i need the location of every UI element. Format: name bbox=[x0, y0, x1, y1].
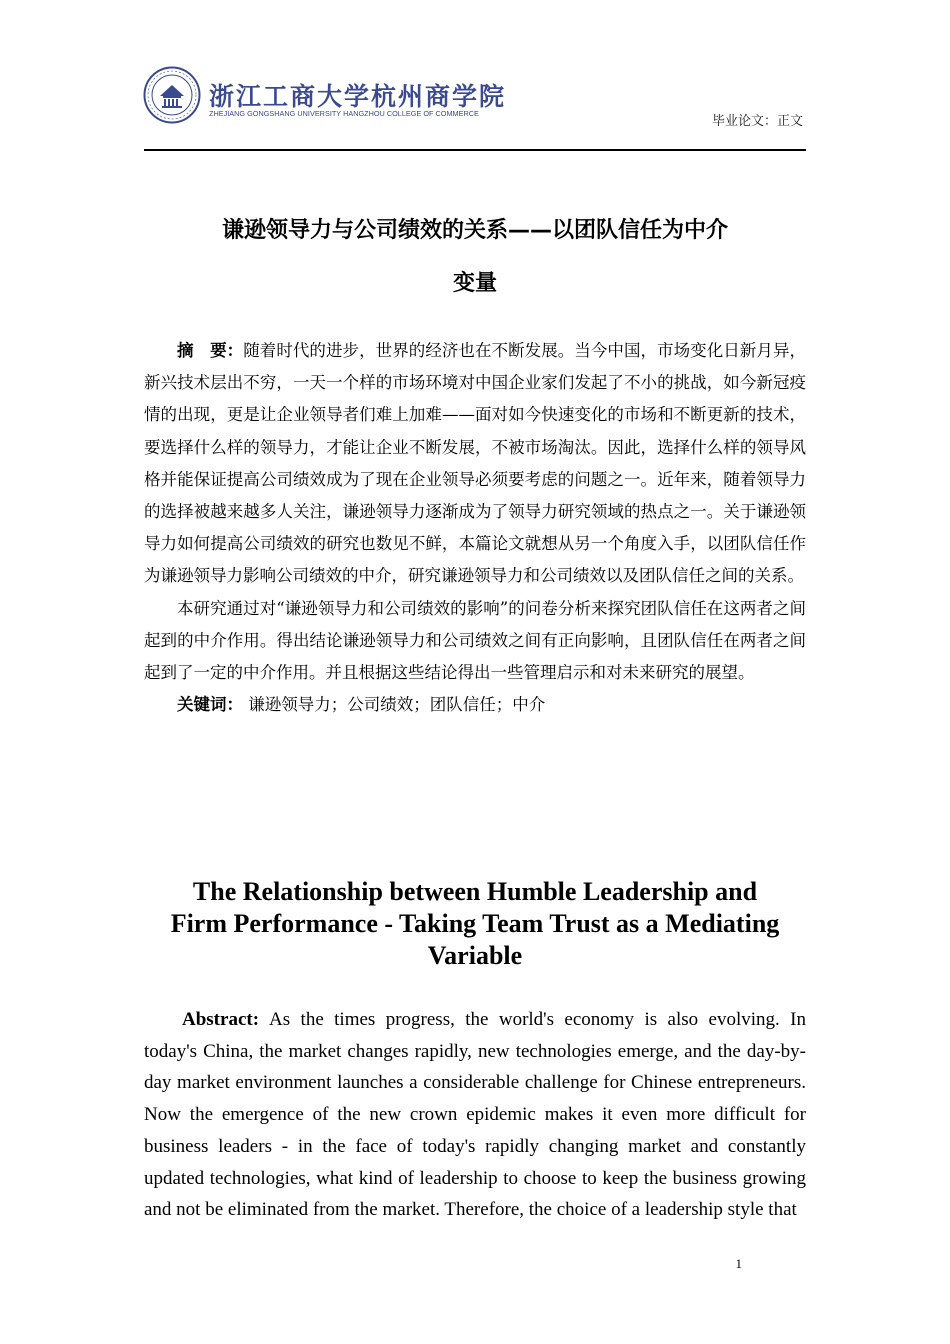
chinese-title-line: 变量 bbox=[452, 271, 497, 296]
english-abstract-label: Abstract: bbox=[182, 1009, 260, 1030]
university-seal-icon bbox=[143, 66, 201, 124]
abstract-paragraph: 本研究通过对“谦逊领导力和公司绩效的影响”的问卷分析来探究团队信任在这两者之间起到的中介作用。得出结论谦逊领导力和公司绩效之间有正向影响，且团队信任在两者之间起到了一定的中介作用。并且根据这些结论得出一些管理启示和对未来研究的展望。 bbox=[144, 598, 806, 683]
chinese-title-line: 谦逊领导力与公司绩效的关系——以团队信任为中介 bbox=[221, 218, 728, 243]
abstract-paragraph bbox=[144, 335, 806, 593]
section-label: 毕业论文：正文 bbox=[711, 114, 803, 129]
logo-english-name: ZHEJIANG GONGSHANG UNIVERSITY HANGZHOU COLLEGE OF COMMERCE bbox=[209, 109, 479, 118]
english-title bbox=[144, 876, 806, 972]
logo-chinese-name: 浙江工商大学杭州商学院 bbox=[209, 82, 507, 111]
keywords bbox=[144, 689, 806, 721]
abstract-text: 随着时代的进步，世界的经济也在不断发展。当今中国，市场变化日新月异，新兴技术层出不穷，一天一个样的市场环境对中国企业家们发起了不小的挑战，如今新冠疫情的出现，更是让企业领导者们难上加难——面对如今快速变化的市场和不断更新的技术，要选择什么样的领导力，才能让企业不断发展，不被市场淘汰。因此，选择什么样的领导风格并能保证提高公司绩效成为了现在企业领导必须要考虑的问题之一。近年来，随着领导力的选择被越来越多人关注，谦逊领导力逐渐成为了领导力研究领域的热点之一。关于谦逊领导力如何提高公司绩效的研究也数见不鲜，本篇论文就想从另一个角度入手，以团队信任作为谦逊领导力影响公司绩效的中介，研究谦逊领导力和公司绩效以及团队信任之间的关系。 bbox=[144, 341, 807, 586]
header-divider bbox=[144, 149, 806, 151]
keywords-text: 谦逊领导力；公司绩效；团队信任；中介 bbox=[248, 695, 546, 715]
abstract-label: 摘 要： bbox=[177, 341, 244, 360]
university-logo bbox=[143, 64, 507, 126]
keywords-label: 关键词： bbox=[177, 695, 243, 715]
english-title-line: Firm Performance - Taking Team Trust as a Mediating bbox=[170, 909, 780, 938]
english-title-line: The Relationship between Humble Leadership and bbox=[192, 877, 758, 906]
chinese-title bbox=[144, 204, 806, 310]
english-abstract bbox=[144, 1004, 806, 1226]
english-abstract-text: As the times progress, the world's economy is also evolving. In today's China, the market changes rapidly, new technologies emerge, and the day-by-day market environment launches a considerable challenge for Chinese entrepreneurs. Now the emergence of the new crown epidemic makes it even more difficult for business leaders - in the face of today's rapidly changing market and constantly updated technologies, what kind of leadership to choose to keep the business growing and not be eliminated from the market. Therefore, the choice of a leadership style that bbox=[144, 1009, 806, 1221]
english-abstract-paragraph bbox=[144, 1004, 806, 1226]
page-number: 1 bbox=[735, 1256, 742, 1271]
chinese-abstract bbox=[144, 335, 806, 721]
english-title-line: Variable bbox=[427, 941, 523, 970]
